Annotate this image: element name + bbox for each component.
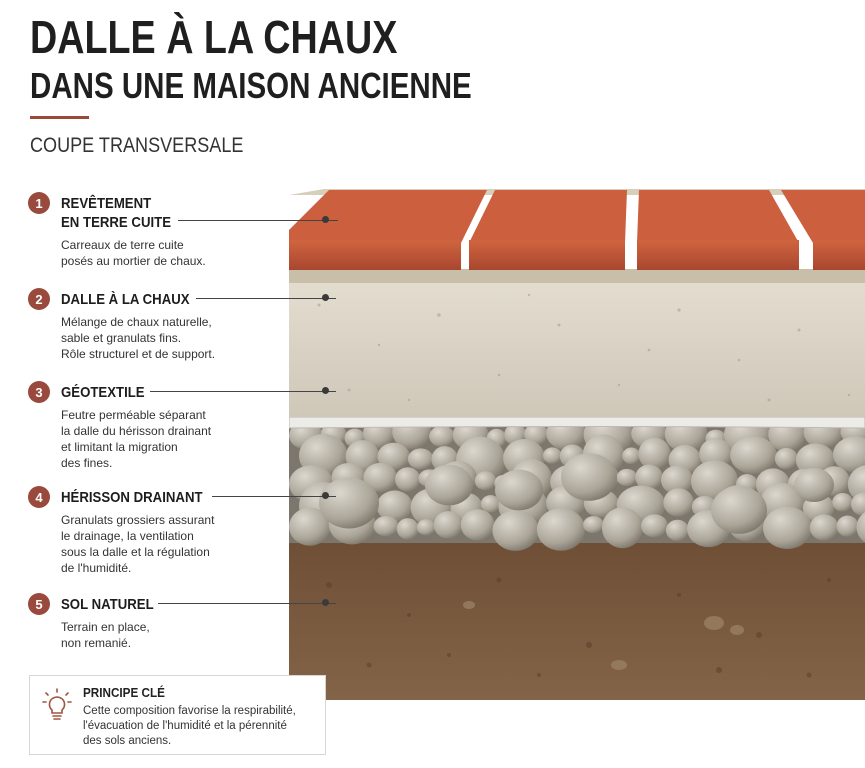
gravel-stone xyxy=(763,507,812,549)
layer-description-line: Carreaux de terre cuite xyxy=(61,238,184,252)
leader-dot-2 xyxy=(322,294,329,301)
layer-title-line: GÉOTEXTILE xyxy=(61,384,145,401)
gravel-stone xyxy=(561,453,617,501)
gravel-stones xyxy=(289,414,865,551)
layer-description-line: et limitant la migration xyxy=(61,440,178,454)
gravel-stone xyxy=(319,478,379,529)
gravel-stone xyxy=(543,447,562,463)
gravel-stone xyxy=(434,511,463,538)
layer-title-line: EN TERRE CUITE xyxy=(61,214,172,231)
page-title xyxy=(30,11,472,106)
gravel-stone xyxy=(495,470,543,511)
layer-title xyxy=(61,194,171,232)
soil-layer xyxy=(289,540,865,700)
gravel-stone xyxy=(602,507,643,548)
gravel-stone xyxy=(641,514,668,537)
gravel-stone xyxy=(395,467,420,491)
cross-section-illustration xyxy=(289,185,865,700)
gravel-stone xyxy=(374,516,399,536)
layer-description-line: sable et granulats fins. xyxy=(61,331,182,345)
layer-description-line: posés au mortier de chaux. xyxy=(61,254,206,268)
gravel-stone xyxy=(583,516,604,533)
layer-description xyxy=(61,314,215,362)
gravel-stone xyxy=(837,516,859,537)
gravel-stone xyxy=(429,426,455,447)
layer-description xyxy=(61,407,211,471)
layer-title xyxy=(61,595,154,614)
terracotta-tiles xyxy=(289,190,865,270)
gravel-stone xyxy=(622,448,640,465)
gravel-stone xyxy=(461,509,495,540)
layer-title xyxy=(61,488,203,507)
layer-description-line: Rôle structurel et de support. xyxy=(61,347,216,361)
gravel-stone xyxy=(666,520,689,541)
leader-dot-1 xyxy=(322,216,329,223)
layer-title-line: DALLE À LA CHAUX xyxy=(61,291,190,308)
gravel-stone xyxy=(617,469,638,486)
tile xyxy=(469,190,627,243)
layer-title xyxy=(61,290,190,309)
leader-line-2 xyxy=(196,298,336,299)
principle-text-line: des sols anciens. xyxy=(83,735,172,747)
gravel-stone xyxy=(408,448,434,469)
layer-description xyxy=(61,512,214,576)
title-divider xyxy=(30,116,89,119)
layer-title-line: HÉRISSON DRAINANT xyxy=(61,489,203,506)
layer-description-line: de l'humidité. xyxy=(61,561,132,575)
layer-number-badge: 2 xyxy=(28,288,50,310)
gravel-stone xyxy=(417,519,436,535)
principle-text-line: l'évacuation de l'humidité et la pérennité xyxy=(83,720,287,732)
leader-line-4 xyxy=(212,496,336,497)
layer-description-line: des fines. xyxy=(61,456,113,470)
gravel-stone xyxy=(397,518,419,539)
key-principle-box xyxy=(29,675,326,755)
layer-description-line: le drainage, la ventilation xyxy=(61,529,194,543)
gravel-stone xyxy=(492,510,538,551)
layer-title-line: REVÊTEMENT xyxy=(61,195,152,212)
principle-title: PRINCIPE CLÉ xyxy=(83,685,165,700)
layer-description-line: Feutre perméable séparant xyxy=(61,408,206,422)
gravel-stone xyxy=(475,471,496,490)
layer-description-line: non remanié. xyxy=(61,636,132,650)
gravel-stone xyxy=(832,493,853,512)
layer-number-badge: 1 xyxy=(28,192,50,214)
principle-text xyxy=(83,704,296,749)
subtitle: COUPE TRANSVERSALE xyxy=(30,134,244,157)
mortar-bed xyxy=(289,269,865,283)
gravel-stone xyxy=(663,488,693,516)
gravel-stone xyxy=(425,465,473,506)
tile xyxy=(469,240,625,270)
layer-number-badge: 4 xyxy=(28,486,50,508)
gravel-stone xyxy=(638,438,670,470)
title-line-1: DALLE À LA CHAUX xyxy=(30,11,398,63)
layer-title xyxy=(61,383,145,402)
layer-number-badge: 5 xyxy=(28,593,50,615)
layer-description-line: sous la dalle et la régulation xyxy=(61,545,210,559)
tile xyxy=(637,190,799,243)
tile xyxy=(289,240,461,270)
layer-title-line: SOL NATUREL xyxy=(61,596,154,613)
title-line-2: DANS UNE MAISON ANCIENNE xyxy=(30,65,472,106)
layer-description-line: Granulats grossiers assurant xyxy=(61,513,215,527)
lightbulb-icon xyxy=(42,688,72,722)
gravel-stone xyxy=(775,448,798,470)
layer-description-line: Mélange de chaux naturelle, xyxy=(61,315,212,329)
tile xyxy=(289,190,487,243)
tile xyxy=(637,240,799,270)
geotextile-layer xyxy=(289,417,865,428)
gravel-stone xyxy=(537,508,585,551)
layer-description-line: la dalle du hérisson drainant xyxy=(61,424,212,438)
gravel-stone xyxy=(794,468,834,502)
gravel-stone xyxy=(711,486,767,534)
layer-description xyxy=(61,237,206,269)
layer-description-line: Terrain en place, xyxy=(61,620,150,634)
gravel-stone xyxy=(810,514,839,540)
leader-line-1 xyxy=(178,220,338,221)
lime-slab-layer xyxy=(289,282,865,417)
leader-line-3 xyxy=(150,391,336,392)
leader-dot-5 xyxy=(322,599,329,606)
tile xyxy=(813,240,865,270)
leader-dot-4 xyxy=(322,492,329,499)
leader-dot-3 xyxy=(322,387,329,394)
layer-number-badge: 3 xyxy=(28,381,50,403)
leader-line-5 xyxy=(158,603,336,604)
layer-description xyxy=(61,619,150,651)
principle-text-line: Cette composition favorise la respirabilité, xyxy=(83,705,296,717)
gravel-stone xyxy=(730,436,777,474)
